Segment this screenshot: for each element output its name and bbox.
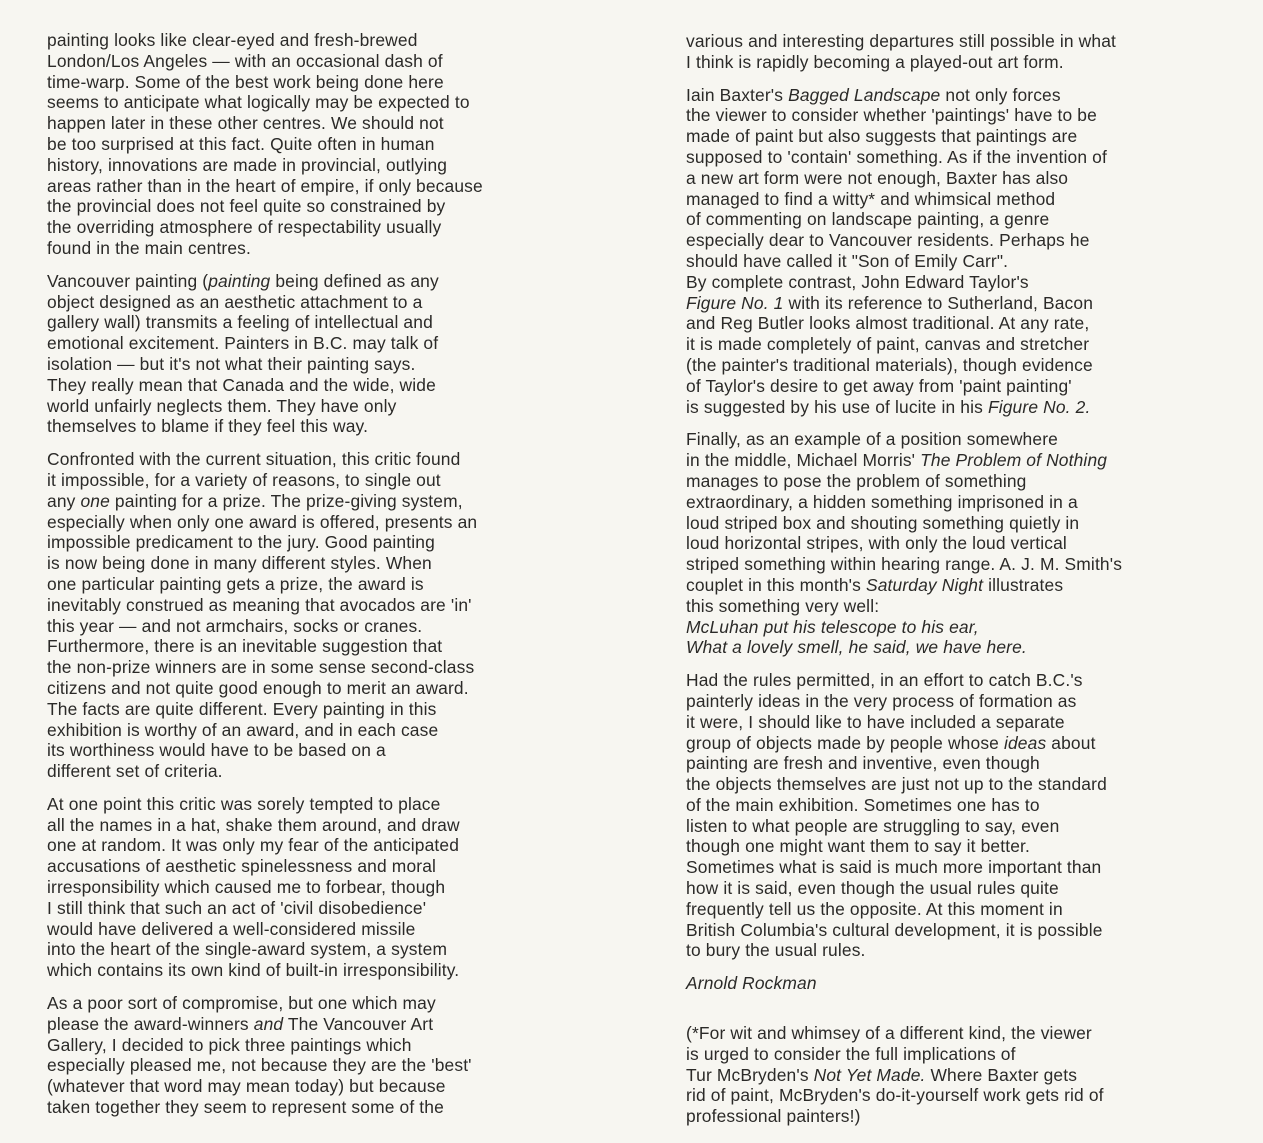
text-line: Sometimes what is said is much more important than bbox=[686, 857, 1102, 878]
text-run: with its reference to Sutherland, Bacon bbox=[783, 292, 1094, 313]
text-line bbox=[686, 575, 1206, 596]
text-line: extraordinary, a hidden something imprisoned in a bbox=[686, 491, 1078, 512]
text-line: gallery wall) transmits a feeling of intellectual and bbox=[47, 312, 433, 333]
text-line: At one point this critic was sorely tempted to place bbox=[47, 793, 441, 814]
text-line: object designed as an aesthetic attachment to a bbox=[47, 291, 423, 312]
text-line: painting looks like clear-eyed and fresh-brewed bbox=[47, 30, 418, 50]
paragraph bbox=[686, 85, 1206, 418]
right-column bbox=[686, 31, 1206, 1139]
text-line: Gallery, I decided to pick three paintings which bbox=[47, 1034, 412, 1055]
italic-title: Figure No. 2. bbox=[987, 396, 1091, 417]
text-run: not only forces bbox=[940, 84, 1061, 105]
text-line: taken together they seem to represent some of the bbox=[47, 1097, 444, 1118]
text-line: found in the main centres. bbox=[47, 237, 252, 258]
text-run: couplet in this month's bbox=[686, 574, 866, 595]
text-line: which contains its own kind of built-in irresponsibility. bbox=[47, 960, 460, 981]
italic-title: McLuhan put his telescope to his ear, bbox=[686, 616, 979, 637]
text-line: Had the rules permitted, in an effort to catch B.C.'s bbox=[686, 670, 1083, 691]
paragraph bbox=[47, 449, 567, 782]
text-line: accusations of aesthetic spinelessness and moral bbox=[47, 856, 437, 877]
italic-title: Figure No. 1 bbox=[686, 292, 784, 313]
text-line: As a poor sort of compromise, but one which may bbox=[47, 993, 436, 1014]
text-line bbox=[686, 85, 1206, 106]
italic-title: The Problem of Nothing bbox=[920, 450, 1108, 471]
italic-title: painting bbox=[208, 270, 271, 291]
text-line: The facts are quite different. Every painting in this bbox=[47, 698, 437, 719]
text-line: would have delivered a well-considered missile bbox=[47, 918, 416, 939]
text-line bbox=[686, 397, 1206, 418]
text-line: impossible predicament to the jury. Good painting bbox=[47, 532, 435, 553]
text-run: illustrates bbox=[983, 574, 1064, 595]
paragraph bbox=[47, 794, 567, 981]
text-line: of the main exhibition. Sometimes one has to bbox=[686, 794, 1040, 815]
italic-title: ideas bbox=[1003, 732, 1047, 753]
text-line: managed to find a witty* and whimsical method bbox=[686, 188, 1056, 209]
text-line: it is made completely of paint, canvas and stretcher bbox=[686, 334, 1090, 355]
text-line: striped something within hearing range. A. J. M. Smith's bbox=[686, 554, 1123, 575]
text-line: is now being done in many different styles. When bbox=[47, 553, 432, 574]
text-run: being defined as any bbox=[270, 270, 439, 291]
text-line: British Columbia's cultural development, it is possible bbox=[686, 919, 1103, 940]
text-line: I think is rapidly becoming a played-out art form. bbox=[686, 51, 1064, 72]
text-line: (whatever that word may mean today) but because bbox=[47, 1076, 446, 1097]
paragraph bbox=[47, 271, 567, 437]
text-line bbox=[686, 450, 1206, 471]
text-line: painting are fresh and inventive, even though bbox=[686, 753, 1040, 774]
text-line: especially pleased me, not because they are the 'best' bbox=[47, 1055, 472, 1076]
text-line bbox=[686, 293, 1206, 314]
text-run: The Vancouver Art bbox=[283, 1013, 434, 1034]
text-line: inevitably construed as meaning that avocados are 'in' bbox=[47, 594, 472, 615]
text-line: loud horizontal stripes, with only the loud vertical bbox=[686, 533, 1067, 554]
text-line bbox=[686, 1065, 1206, 1086]
italic-title: What a lovely smell, he said, we have here. bbox=[686, 637, 1027, 658]
text-line: into the heart of the single-award system, a system bbox=[47, 939, 448, 960]
text-line: Arnold Rockman bbox=[686, 973, 817, 994]
text-run: is suggested by his use of lucite in his bbox=[686, 396, 988, 417]
text-line: all the names in a hat, shake them around, and draw bbox=[47, 814, 460, 835]
text-line: made of paint but also suggests that paintings are bbox=[686, 126, 1078, 147]
text-line: Confronted with the current situation, this critic found bbox=[47, 449, 461, 470]
text-line: is urged to consider the full implications of bbox=[686, 1043, 1016, 1064]
text-line: it impossible, for a variety of reasons, to single out bbox=[47, 469, 441, 490]
text-line: citizens and not quite good enough to merit an award. bbox=[47, 677, 469, 698]
text-line: emotional excitement. Painters in B.C. may talk of bbox=[47, 333, 439, 354]
text-line: I still think that such an act of 'civil disobedience' bbox=[47, 897, 427, 918]
text-line: the viewer to consider whether 'paintings' have to be bbox=[686, 105, 1097, 126]
text-line: rid of paint, McBryden's do-it-yourself work gets rid of bbox=[686, 1085, 1104, 1106]
text-line: a new art form were not enough, Baxter has also bbox=[686, 167, 1069, 188]
text-line: (*For wit and whimsey of a different kind, the viewer bbox=[686, 1023, 1092, 1044]
text-line: this year — and not armchairs, socks or cranes. bbox=[47, 615, 423, 636]
text-line: professional painters!) bbox=[686, 1106, 861, 1127]
text-line bbox=[686, 733, 1206, 754]
text-line: one at random. It was only my fear of the anticipated bbox=[47, 835, 460, 856]
paragraph bbox=[686, 31, 1206, 73]
text-line: manages to pose the problem of something bbox=[686, 470, 1027, 491]
text-line: They really mean that Canada and the wide, wide bbox=[47, 374, 436, 395]
paragraph bbox=[686, 670, 1206, 961]
paragraph bbox=[686, 1023, 1206, 1127]
italic-title: Bagged Landscape bbox=[788, 84, 941, 105]
text-line: history, innovations are made in provincial, outlying bbox=[47, 154, 448, 175]
text-line: loud striped box and shouting something quietly in bbox=[686, 512, 1080, 533]
text-line: and Reg Butler looks almost traditional. At any rate, bbox=[686, 313, 1090, 334]
text-line: the overriding atmosphere of respectability usually bbox=[47, 217, 442, 238]
text-line: areas rather than in the heart of empire, if only because bbox=[47, 175, 483, 196]
text-line: should have called it "Son of Emily Carr". bbox=[686, 250, 1009, 271]
text-line: this something very well: bbox=[686, 595, 880, 616]
text-line bbox=[47, 1014, 567, 1035]
author-signature bbox=[686, 973, 1206, 994]
text-line: especially dear to Vancouver residents. Perhaps he bbox=[686, 230, 1090, 251]
text-line: of commenting on landscape painting, a genre bbox=[686, 209, 1050, 230]
text-run: any bbox=[47, 490, 81, 511]
text-line: By complete contrast, John Edward Taylor's bbox=[686, 271, 1029, 292]
text-line: time-warp. Some of the best work being done here bbox=[47, 71, 444, 92]
text-line: it were, I should like to have included a separate bbox=[686, 711, 1065, 732]
text-run: Tur McBryden's bbox=[686, 1064, 814, 1085]
text-line: one particular painting gets a prize, the award is bbox=[47, 573, 424, 594]
text-line: (the painter's traditional materials), though evidence bbox=[686, 354, 1093, 375]
text-line: exhibition is worthy of an award, and in each case bbox=[47, 719, 439, 740]
paragraph bbox=[47, 30, 567, 259]
italic-title: one bbox=[80, 490, 110, 511]
text-line: seems to anticipate what logically may be expected to bbox=[47, 92, 470, 113]
text-line: isolation — but it's not what their painting says. bbox=[47, 353, 416, 374]
text-line: world unfairly neglects them. They have only bbox=[47, 395, 397, 416]
text-line bbox=[47, 271, 567, 292]
text-line: irresponsibility which caused me to forbear, though bbox=[47, 877, 446, 898]
text-line: Finally, as an example of a position somewhere bbox=[686, 429, 1058, 450]
left-column bbox=[47, 30, 567, 1130]
text-run: in the middle, Michael Morris' bbox=[686, 450, 921, 471]
text-line: different set of criteria. bbox=[47, 761, 223, 782]
text-run: Vancouver painting ( bbox=[47, 270, 209, 291]
text-line: especially when only one award is offered, presents an bbox=[47, 511, 478, 532]
text-run: Where Baxter gets bbox=[925, 1064, 1078, 1085]
text-line: be too surprised at this fact. Quite often in human bbox=[47, 133, 435, 154]
text-line: to bury the usual rules. bbox=[686, 940, 866, 961]
text-line: though one might want them to say it better. bbox=[686, 836, 1030, 857]
text-line: happen later in these other centres. We should not bbox=[47, 113, 444, 134]
text-run: Iain Baxter's bbox=[686, 84, 789, 105]
text-line bbox=[47, 491, 567, 512]
text-line: themselves to blame if they feel this way. bbox=[47, 416, 369, 437]
text-line: the non-prize winners are in some sense second-class bbox=[47, 657, 475, 678]
paragraph bbox=[686, 429, 1206, 658]
text-run: about bbox=[1046, 732, 1096, 753]
text-line: various and interesting departures still possible in what bbox=[686, 31, 1117, 51]
text-line: supposed to 'contain' something. As if the invention of bbox=[686, 146, 1107, 167]
text-line: how it is said, even though the usual rules quite bbox=[686, 878, 1059, 899]
text-line: the provincial does not feel quite so constrained by bbox=[47, 196, 446, 217]
italic-title: and bbox=[253, 1013, 284, 1034]
text-line bbox=[686, 617, 1206, 638]
paragraph bbox=[47, 993, 567, 1118]
text-line: its worthiness would have to be based on a bbox=[47, 740, 386, 761]
text-run: please the award-winners bbox=[47, 1013, 254, 1034]
text-line: Furthermore, there is an inevitable suggestion that bbox=[47, 636, 443, 657]
text-line: of Taylor's desire to get away from 'paint painting' bbox=[686, 375, 1072, 396]
text-line: the objects themselves are just not up to the standard bbox=[686, 774, 1107, 795]
text-run: painting for a prize. The prize-giving system, bbox=[109, 490, 463, 511]
italic-title: Not Yet Made. bbox=[813, 1064, 926, 1085]
text-line: painterly ideas in the very process of formation as bbox=[686, 690, 1077, 711]
italic-title: Saturday Night bbox=[865, 574, 984, 595]
text-line: London/Los Angeles — with an occasional dash of bbox=[47, 50, 443, 71]
text-line: listen to what people are struggling to say, even bbox=[686, 815, 1060, 836]
text-line: frequently tell us the opposite. At this moment in bbox=[686, 898, 1063, 919]
text-run: group of objects made by people whose bbox=[686, 732, 1004, 753]
text-line bbox=[686, 637, 1206, 658]
